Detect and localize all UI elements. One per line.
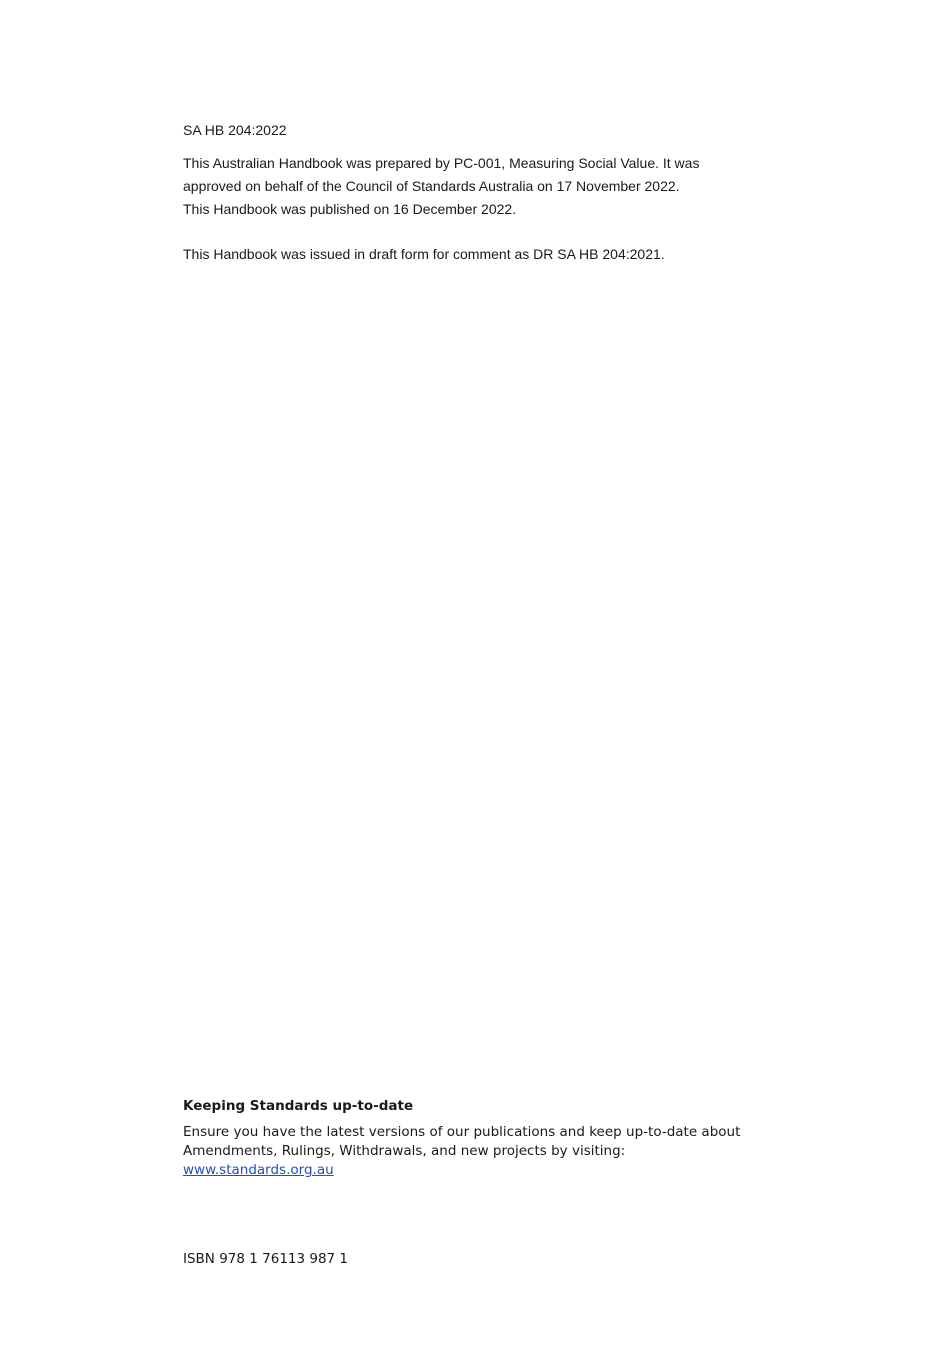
body-line: Amendments, Rulings, Withdrawals, and new projects by visiting:	[183, 1143, 626, 1159]
link-line	[183, 1161, 803, 1180]
standards-website-link[interactable]: www.standards.org.au	[183, 1162, 334, 1178]
draft-note: This Handbook was issued in draft form for comment as DR SA HB 204:2021.	[183, 246, 665, 262]
approval-line: approved on behalf of the Council of Standards Australia on 17 November 2022.	[183, 178, 680, 194]
section-heading: Keeping Standards up-to-date	[183, 1098, 414, 1114]
publication-date-line: This Handbook was published on 16 December 2022.	[183, 201, 517, 217]
body-line: Ensure you have the latest versions of our publications and keep up-to-date about	[183, 1124, 741, 1140]
keeping-standards-section	[183, 1097, 803, 1180]
publication-details	[183, 119, 803, 266]
section-body	[183, 1123, 803, 1180]
approval-line: This Australian Handbook was prepared by PC-001, Measuring Social Value. It was	[183, 155, 700, 171]
document-identifier: SA HB 204:2022	[183, 122, 287, 138]
approval-statement	[183, 152, 803, 221]
isbn-number: ISBN 978 1 76113 987 1	[183, 1251, 349, 1267]
